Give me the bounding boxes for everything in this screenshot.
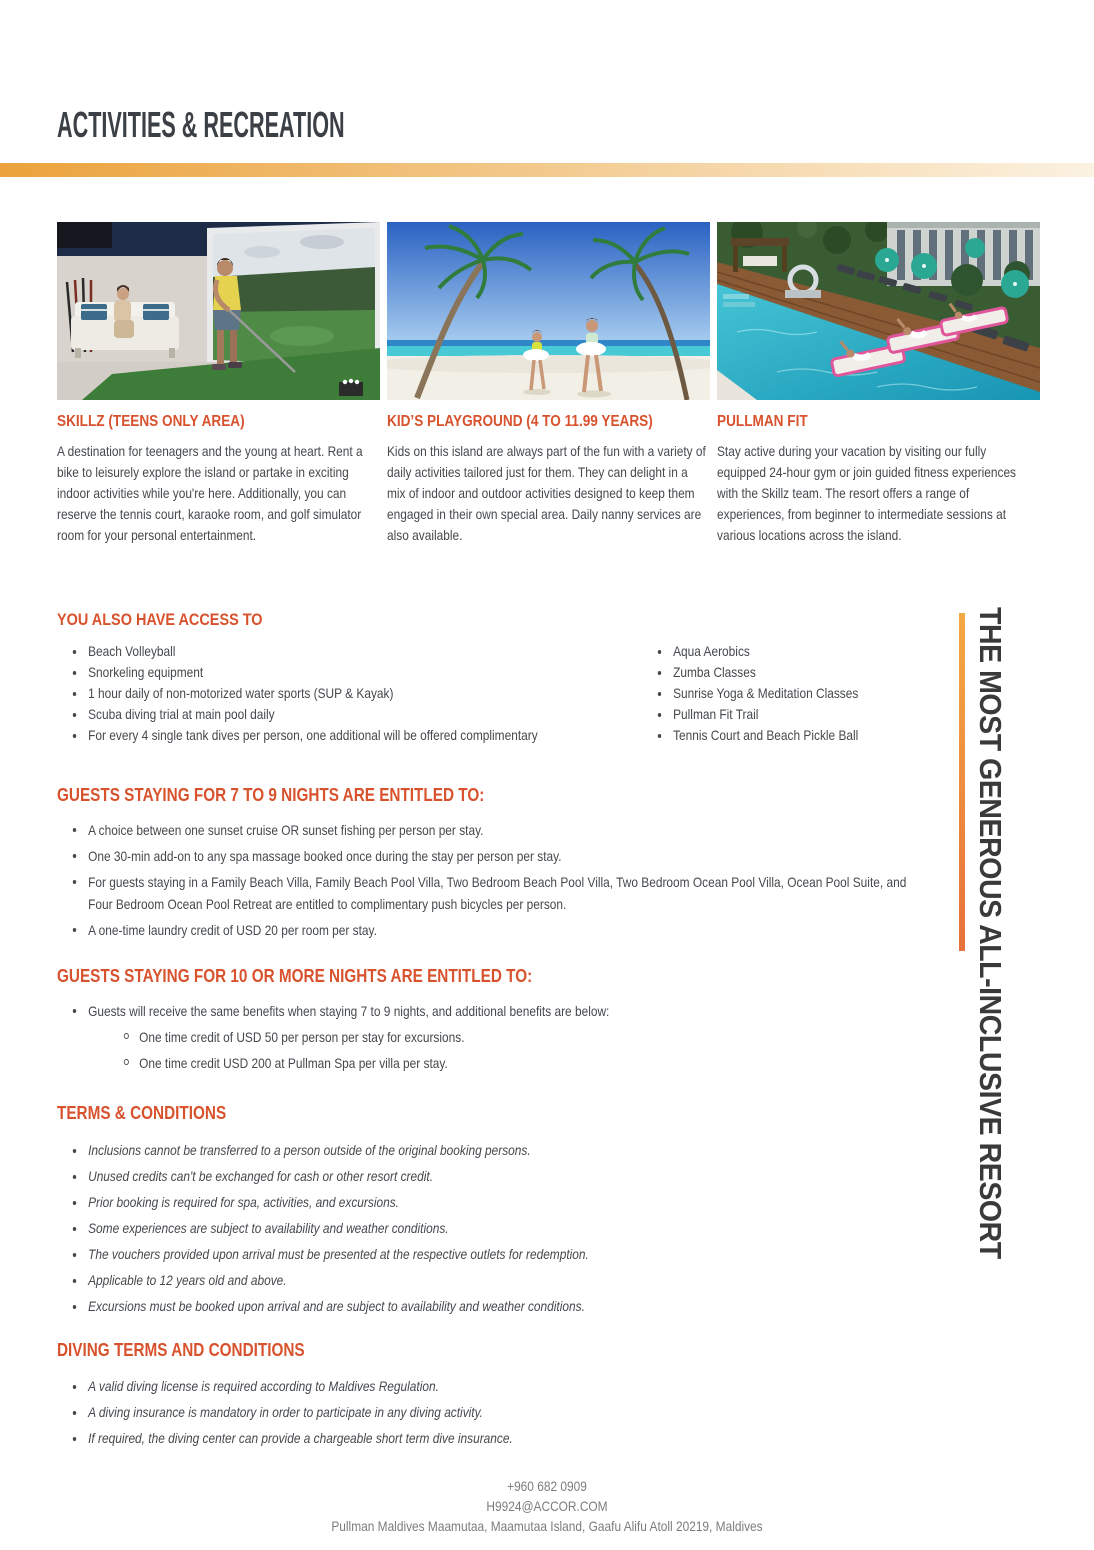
list-item: Sunrise Yoga & Meditation Classes <box>651 683 957 704</box>
list-item: A diving insurance is mandatory in order to participate in any diving activity. <box>66 1402 912 1422</box>
list-item: A valid diving license is required according to Maldives Regulation. <box>66 1376 912 1396</box>
stay10plus-list <box>66 1000 912 1078</box>
list-item: Unused credits can't be exchanged for cash or other resort credit. <box>66 1166 912 1186</box>
feature-body-skillz: A destination for teenagers and the young at heart. Rent a bike to leisurely explore the island or partake in exciting indoor activities while you're here. Additionally, you can reserve the tennis court, karaoke room, and golf simulator room for your personal entertainment. <box>57 443 363 543</box>
list-item: The vouchers provided upon arrival must be presented at the respective outlets for redemption. <box>66 1244 912 1264</box>
feature-skillz <box>57 222 380 546</box>
kids-beach-photo <box>387 222 710 400</box>
sidebar-vertical-tagline: THE MOST GENEROUS ALL-INCLUSIVE RESORT <box>973 607 1008 1259</box>
list-item: One time credit USD 200 at Pullman Spa per villa per stay. <box>117 1052 912 1074</box>
list-item: Zumba Classes <box>651 662 957 683</box>
footer-address: Pullman Maldives Maamutaa, Maamutaa Island, Gaafu Alifu Atoll 20219, Maldives <box>331 1518 763 1534</box>
page-title: ACTIVITIES & RECREATION <box>57 104 345 145</box>
list-item <box>66 1000 912 1074</box>
terms-heading: TERMS & CONDITIONS <box>57 1103 227 1123</box>
list-item: Pullman Fit Trail <box>651 704 957 725</box>
terms-list <box>66 1140 912 1322</box>
list-item: Scuba diving trial at main pool daily <box>66 704 644 725</box>
access-list-left <box>66 641 644 746</box>
orange-gradient-divider <box>0 163 1094 177</box>
pool-fitness-photo <box>717 222 1040 400</box>
list-item: Tennis Court and Beach Pickle Ball <box>651 725 957 746</box>
feature-title-kids: KID’S PLAYGROUND (4 TO 11.99 YEARS) <box>387 413 653 430</box>
stay7to9-heading: GUESTS STAYING FOR 7 TO 9 NIGHTS ARE ENTITLED TO: <box>57 785 485 805</box>
stay10plus-heading: GUESTS STAYING FOR 10 OR MORE NIGHTS ARE ENTITLED TO: <box>57 966 533 986</box>
access-list-right <box>651 641 957 746</box>
list-item: Prior booking is required for spa, activities, and excursions. <box>66 1192 912 1212</box>
feature-title-skillz: SKILLZ (TEENS ONLY AREA) <box>57 413 245 430</box>
list-item: Inclusions cannot be transferred to a person outside of the original booking persons. <box>66 1140 912 1160</box>
stay10plus-sub-list <box>117 1026 912 1074</box>
access-heading: YOU ALSO HAVE ACCESS TO <box>57 610 263 629</box>
list-item: Beach Volleyball <box>66 641 644 662</box>
footer-email: H9924@ACCOR.COM <box>486 1498 608 1514</box>
list-item: If required, the diving center can provide a chargeable short term dive insurance. <box>66 1428 912 1448</box>
feature-pullman-fit <box>717 222 1040 546</box>
footer <box>82 1476 1012 1536</box>
list-item: Snorkeling equipment <box>66 662 644 683</box>
golf-simulator-photo <box>57 222 380 400</box>
list-item: A choice between one sunset cruise OR sunset fishing per person per stay. <box>66 819 912 841</box>
list-item: A one-time laundry credit of USD 20 per room per stay. <box>66 919 912 941</box>
stay7to9-list <box>66 819 912 945</box>
list-item: Excursions must be booked upon arrival and are subject to availability and weather conditions. <box>66 1296 912 1316</box>
diving-heading: DIVING TERMS AND CONDITIONS <box>57 1340 305 1360</box>
diving-list <box>66 1376 912 1454</box>
footer-phone: +960 682 0909 <box>507 1478 587 1494</box>
stay10plus-intro: Guests will receive the same benefits when staying 7 to 9 nights, and additional benefits are below: <box>88 1003 610 1019</box>
list-item: Some experiences are subject to availability and weather conditions. <box>66 1218 912 1238</box>
feature-body-kids: Kids on this island are always part of the fun with a variety of daily activities tailored just for them. They can delight in a mix of indoor and outdoor activities designed to keep them engaged in their own special area. Daily nanny services are also available. <box>387 443 706 543</box>
list-item: Applicable to 12 years old and above. <box>66 1270 912 1290</box>
list-item: One 30-min add-on to any spa massage booked once during the stay per person per stay. <box>66 845 912 867</box>
feature-kids-playground <box>387 222 710 546</box>
list-item: Aqua Aerobics <box>651 641 957 662</box>
list-item: For every 4 single tank dives per person, one additional will be offered complimentary <box>66 725 644 746</box>
list-item: 1 hour daily of non-motorized water sports (SUP & Kayak) <box>66 683 644 704</box>
sidebar-accent-bar <box>959 613 965 951</box>
list-item: For guests staying in a Family Beach Villa, Family Beach Pool Villa, Two Bedroom Beach Pool Villa, Two Bedroom Ocean Pool Villa, Ocean Pool Suite, and Four Bedroom Ocean Pool Retreat are entitled to complimentary push bicycles per person. <box>66 871 912 915</box>
feature-title-pullman-fit: PULLMAN FIT <box>717 413 808 430</box>
list-item: One time credit of USD 50 per person per stay for excursions. <box>117 1026 912 1048</box>
feature-body-pullman-fit: Stay active during your vacation by visiting our fully equipped 24-hour gym or join guided fitness experiences with the Skillz team. The resort offers a range of experiences, from beginner to intermediate sessions at various locations across the island. <box>717 443 1017 543</box>
